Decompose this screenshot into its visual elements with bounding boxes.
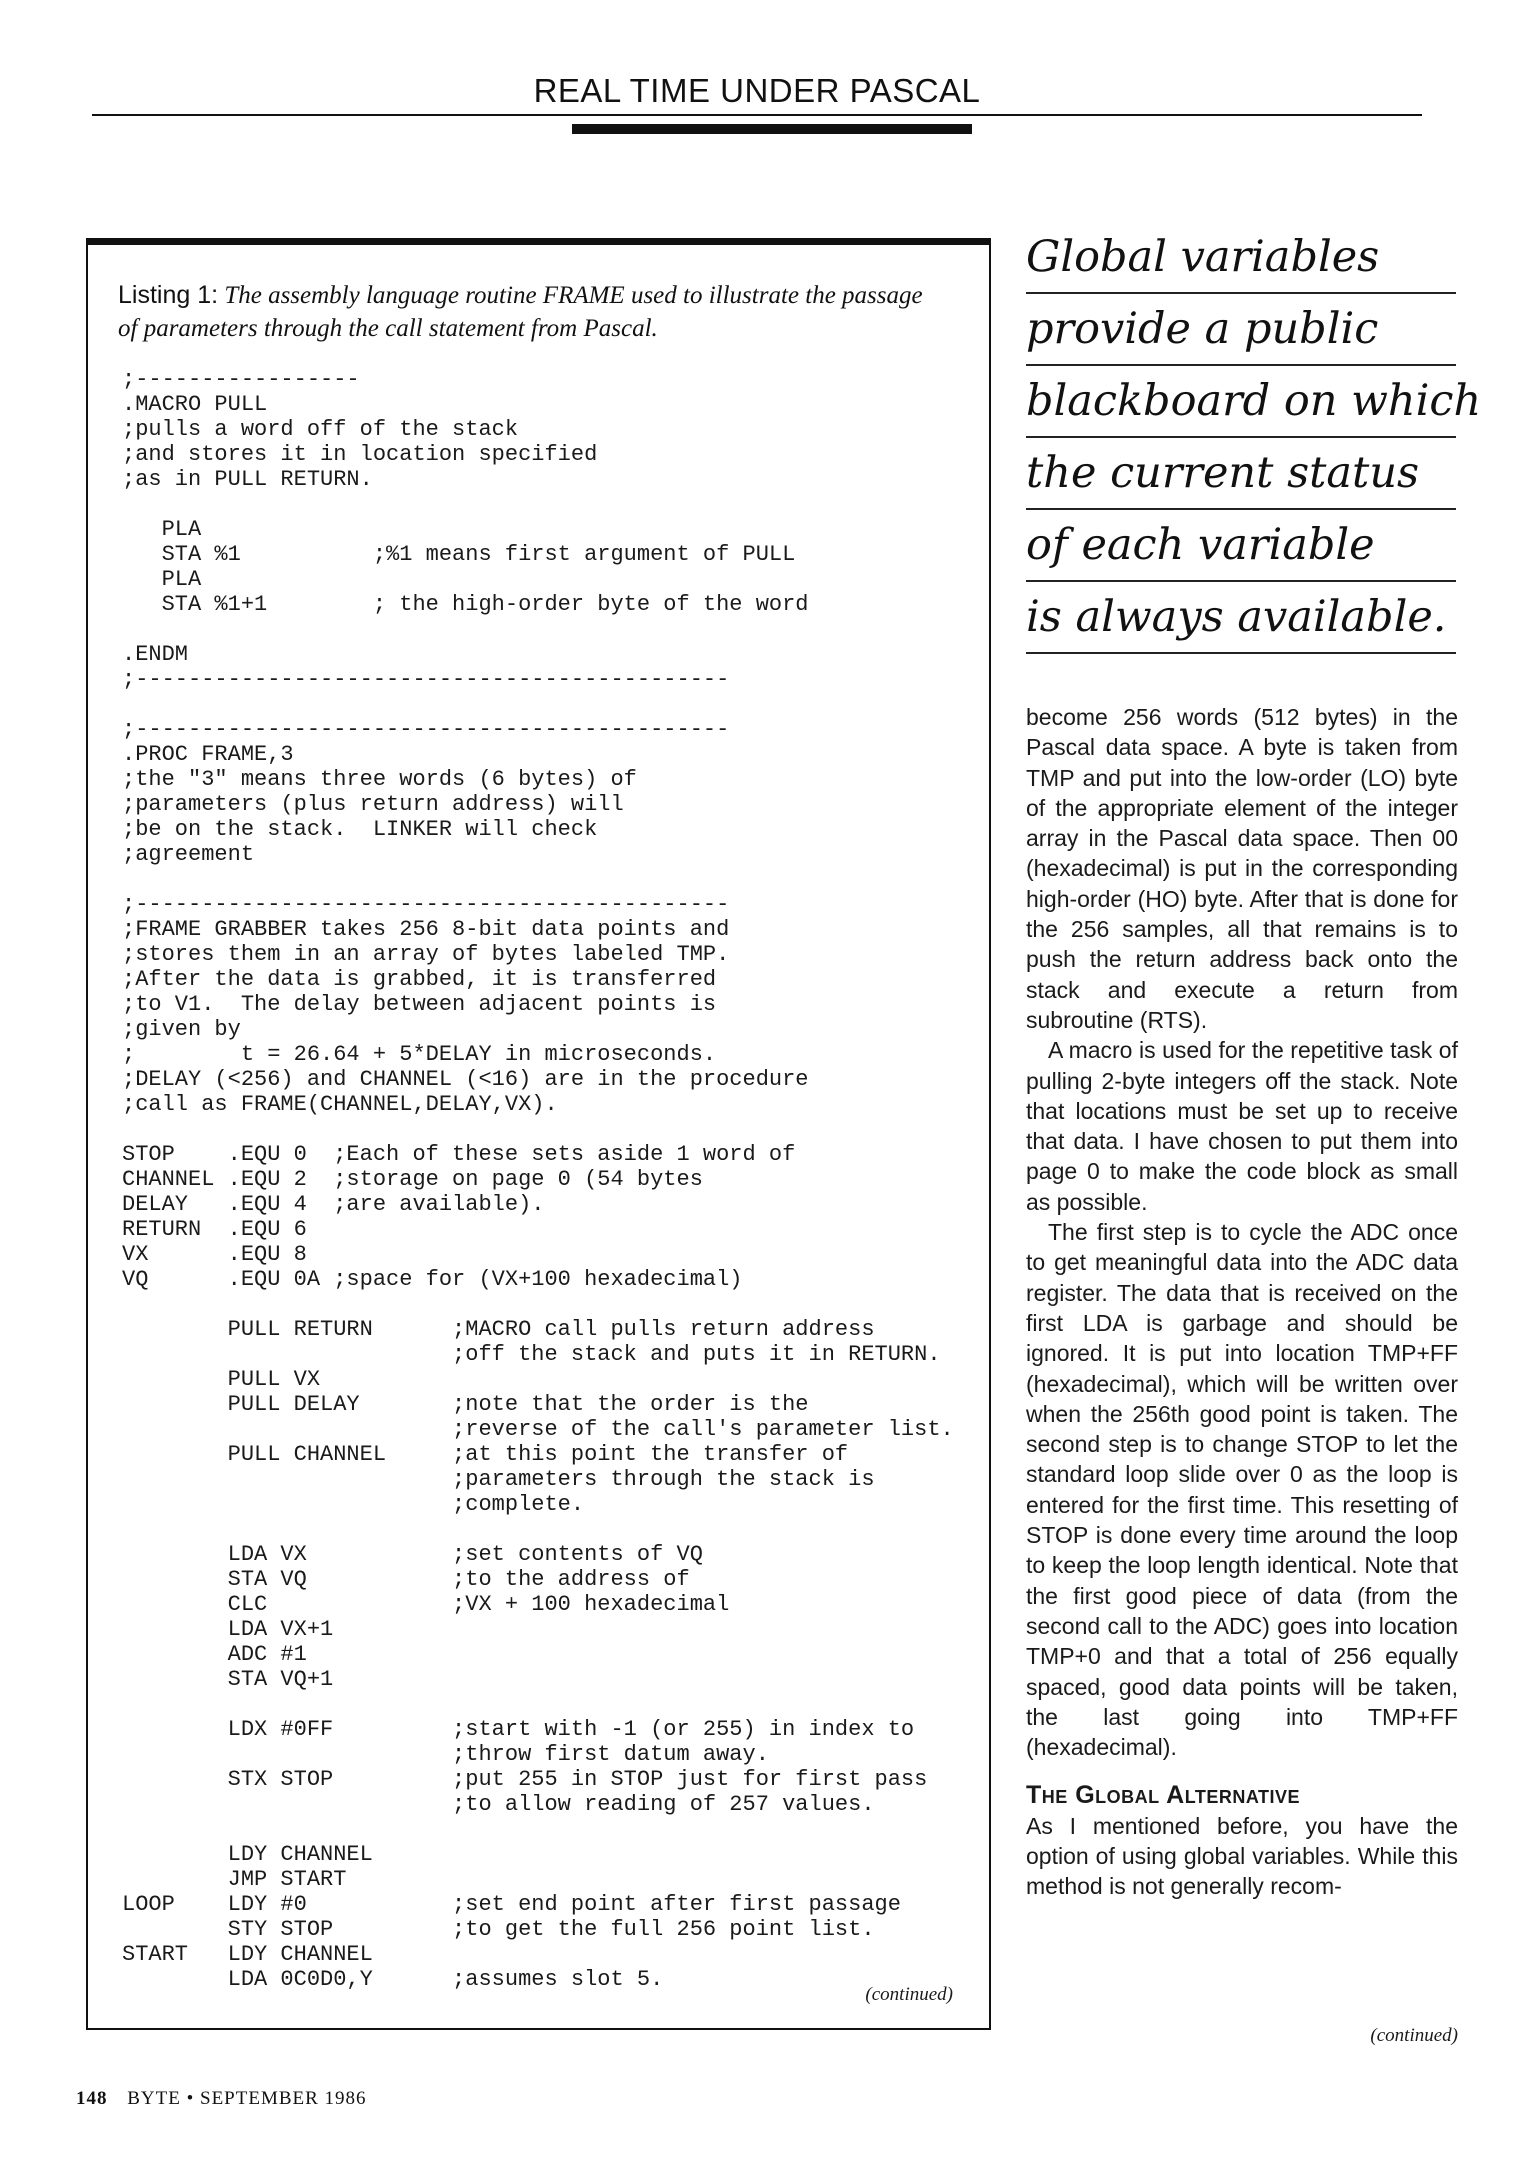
pull-quote-line: blackboard on which xyxy=(1026,366,1456,438)
listing-box xyxy=(86,238,991,2030)
body-paragraph: The first step is to cycle the ADC once to get meaningful data into the ADC data register. The data that is received on the first LDA is garbage and should be ignored. It is put into location TMP+FF (hexadecimal), which will be written over when the 256th good point is taken. The second step is to change STOP to let the standard loop slide over 0 as the loop is entered for the first time. This resetting of STOP is done every time around the loop to keep the loop length identical. Note that the first good piece of data (from the second call to the ADC) goes into location TMP+0 and that a total of 256 equally spaced, good data points will be taken, the last going into TMP+FF (hexadecimal). xyxy=(1026,1219,1458,1761)
article-body xyxy=(1026,702,1458,1902)
page-number: 148 xyxy=(76,2088,108,2109)
column-continued-note: (continued) xyxy=(1370,2025,1458,2046)
header-bar xyxy=(572,124,972,134)
listing-caption-text: The assembly language routine FRAME used to illustrate the passage of parameters through the call statement from Pascal. xyxy=(118,282,923,342)
body-paragraph: become 256 words (512 bytes) in the Pascal data space. A byte is taken from TMP and put into the low-order (LO) byte of the appropriate element of the integer array in the Pascal data space. Then 00 (hexadecimal) is put in the corresponding high-order (HO) byte. After that is done for the 256 samples, all that remains is to push the return address back onto the stack and execute a return from subroutine (RTS). xyxy=(1026,704,1458,1033)
pull-quote-line: the current status xyxy=(1026,438,1456,510)
listing-caption xyxy=(118,279,948,345)
pull-quote xyxy=(1026,222,1482,654)
page-footer xyxy=(76,2088,367,2110)
pull-quote-line: Global variables xyxy=(1026,222,1456,294)
listing-continued-note: (continued) xyxy=(865,1984,953,2005)
pull-quote-line: is always available. xyxy=(1026,582,1456,654)
section-heading: The Global Alternative xyxy=(1026,1781,1301,1810)
pull-quote-line: provide a public xyxy=(1026,294,1456,366)
body-paragraph: A macro is used for the repetitive task of pulling 2-byte integers off the stack. Note that locations must be set up to receive that data. I have chosen to put them into page 0 to make the code block as small as possible. xyxy=(1026,1037,1458,1215)
header-rule xyxy=(92,114,1422,116)
body-paragraph: As I mentioned before, you have the option of using global variables. While this method is not generally recom- xyxy=(1026,1812,1458,1900)
pull-quote-line: of each variable xyxy=(1026,510,1456,582)
assembly-code-listing: ;----------------- .MACRO PULL ;pulls a word off of the stack ;and stores it in location specified ;as in PULL RETURN. PLA STA %1 ;%1 means first argument of PULL PLA STA %1+1 ; the high-order byte of the word .ENDM ;--------------------------------------------- ;--------------------------------------------- .PROC FRAME,3 ;the "3" means three words (6 bytes) of ;parameters (plus return address) will ;be on the stack. LINKER will check ;agreement ;--------------------------------------------- ;FRAME GRABBER takes 256 8-bit data points and ;stores them in an array of bytes labeled TMP. ;After the data is grabbed, it is transferred ;to V1. The delay between adjacent points is ;given by ; t = 26.64 + 5*DELAY in microseconds. ;DELAY (<256) and CHANNEL (<16) are in the procedure ;call as FRAME(CHANNEL,DELAY,VX). STOP .EQU 0 ;Each of these sets aside 1 word of CHANNEL .EQU 2 ;storage on page 0 (54 bytes DELAY .EQU 4 ;are available). RETURN .EQU 6 VX .EQU 8 VQ .EQU 0A ;space for (VX+100 hexadecimal) PULL RETURN ;MACRO call pulls return address ;off the stack and puts it in RETURN. PULL VX PULL DELAY ;note that the order is the ;reverse of the call's parameter list. PULL CHANNEL ;at this point the transfer of ;parameters through the stack is ;complete. LDA VX ;set contents of VQ STA VQ ;to the address of CLC ;VX + 100 hexadecimal LDA VX+1 ADC #1 STA VQ+1 LDX #0FF ;start with -1 (or 255) in index to ;throw first datum away. STX STOP ;put 255 in STOP just for first pass ;to allow reading of 257 values. LDY CHANNEL JMP START LOOP LDY #0 ;set end point after first passage STY STOP ;to get the full 256 point list. START LDY CHANNEL LDA 0C0D0,Y ;assumes slot 5. xyxy=(122,367,954,1992)
running-header: REAL TIME UNDER PASCAL xyxy=(533,72,981,109)
publication-line: BYTE • SEPTEMBER 1986 xyxy=(127,2088,367,2109)
listing-label: Listing 1: xyxy=(118,281,219,309)
